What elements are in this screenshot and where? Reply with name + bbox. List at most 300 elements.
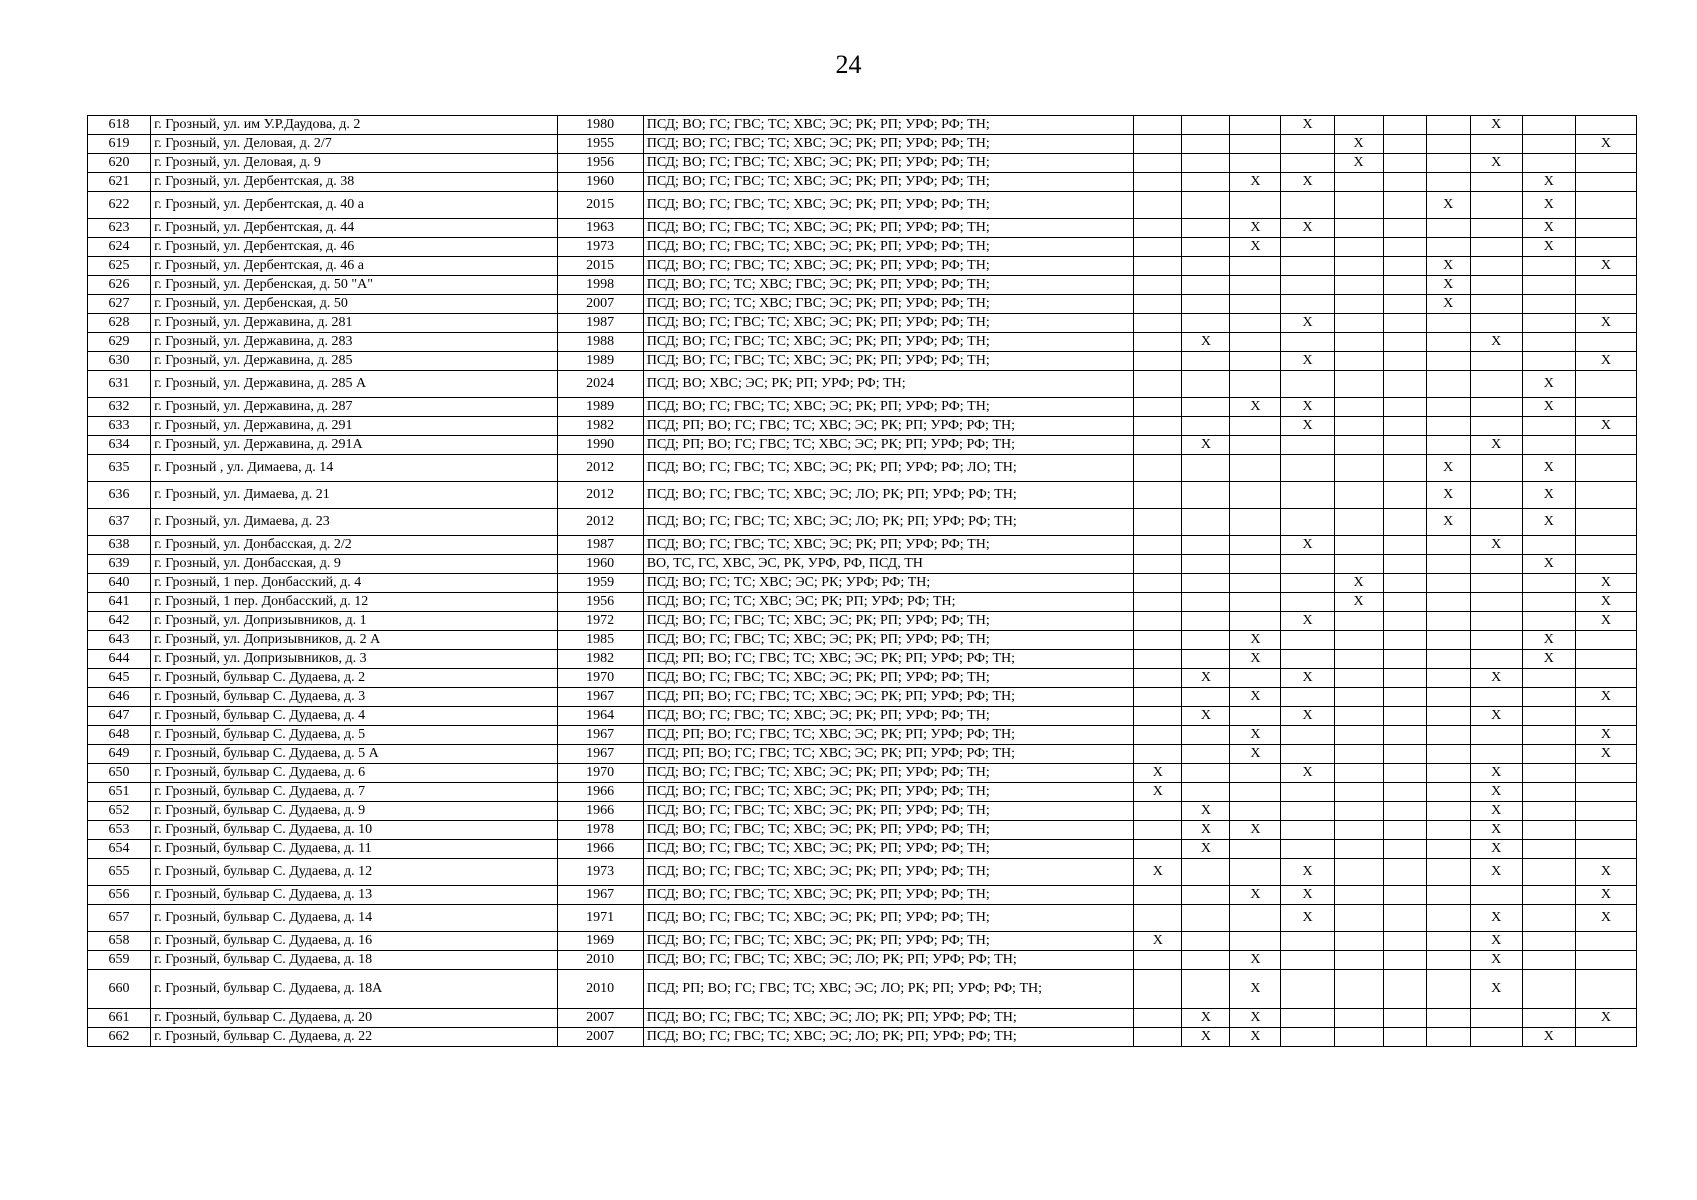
mark-cell [1470, 352, 1522, 371]
table-row [88, 612, 1637, 631]
mark-cell [1426, 371, 1470, 398]
mark-cell [1334, 821, 1383, 840]
mark-cell [1383, 669, 1426, 688]
mark-cell [1334, 612, 1383, 631]
mark-cell [1522, 783, 1575, 802]
row-number-cell: 634 [88, 436, 151, 455]
mark-cell: X [1230, 688, 1281, 707]
mark-cell: X [1281, 859, 1334, 886]
mark-cell [1426, 352, 1470, 371]
table-row [88, 593, 1637, 612]
table-row [88, 650, 1637, 669]
table-row [88, 135, 1637, 154]
year-cell: 1989 [557, 398, 643, 417]
mark-cell [1522, 135, 1575, 154]
mark-cell [1182, 371, 1230, 398]
mark-cell [1383, 1009, 1426, 1028]
mark-cell [1575, 840, 1636, 859]
mark-cell [1383, 219, 1426, 238]
mark-cell: X [1281, 886, 1334, 905]
mark-cell [1383, 398, 1426, 417]
mark-cell [1134, 314, 1182, 333]
address-cell: г. Грозный, бульвар С. Дудаева, д. 9 [151, 802, 558, 821]
mark-cell [1426, 932, 1470, 951]
row-number-cell: 660 [88, 970, 151, 1009]
mark-cell [1134, 455, 1182, 482]
mark-cell [1522, 688, 1575, 707]
year-cell: 1990 [557, 436, 643, 455]
mark-cell [1182, 783, 1230, 802]
row-number-cell: 637 [88, 509, 151, 536]
mark-cell: X [1281, 398, 1334, 417]
mark-cell [1230, 276, 1281, 295]
address-cell: г. Грозный, бульвар С. Дудаева, д. 3 [151, 688, 558, 707]
address-cell: г. Грозный, бульвар С. Дудаева, д. 5 А [151, 745, 558, 764]
mark-cell: X [1230, 219, 1281, 238]
mark-cell [1182, 417, 1230, 436]
mark-cell: X [1522, 219, 1575, 238]
mark-cell [1134, 219, 1182, 238]
address-cell: г. Грозный, ул. Державина, д. 291А [151, 436, 558, 455]
mark-cell [1182, 295, 1230, 314]
mark-cell [1426, 593, 1470, 612]
year-cell: 2012 [557, 455, 643, 482]
mark-cell: X [1575, 886, 1636, 905]
mark-cell [1383, 726, 1426, 745]
mark-cell [1182, 154, 1230, 173]
mark-cell [1575, 436, 1636, 455]
utilities-cell: ПСД; ВО; ГС; ГВС; ТС; ХВС; ЭС; ЛО; РК; РП; УРФ; РФ; ТН; [643, 509, 1134, 536]
address-cell: г. Грозный, бульвар С. Дудаева, д. 7 [151, 783, 558, 802]
mark-cell [1470, 1028, 1522, 1047]
year-cell: 1978 [557, 821, 643, 840]
mark-cell [1281, 802, 1334, 821]
row-number-cell: 618 [88, 116, 151, 135]
mark-cell [1426, 314, 1470, 333]
address-cell: г. Грозный, ул. Допризывников, д. 1 [151, 612, 558, 631]
mark-cell: X [1182, 436, 1230, 455]
row-number-cell: 638 [88, 536, 151, 555]
year-cell: 2012 [557, 509, 643, 536]
mark-cell [1281, 455, 1334, 482]
utilities-cell: ПСД; ВО; ГС; ТС; ХВС; ЭС; РК; УРФ; РФ; ТН; [643, 574, 1134, 593]
row-number-cell: 655 [88, 859, 151, 886]
mark-cell [1334, 886, 1383, 905]
mark-cell [1426, 154, 1470, 173]
building-registry-table [87, 115, 1637, 1047]
table-row [88, 688, 1637, 707]
mark-cell [1575, 783, 1636, 802]
mark-cell [1383, 612, 1426, 631]
mark-cell [1383, 482, 1426, 509]
utilities-cell: ВО, ТС, ГС, ХВС, ЭС, РК, УРФ, РФ, ПСД, ТН [643, 555, 1134, 574]
mark-cell: X [1522, 192, 1575, 219]
mark-cell [1426, 970, 1470, 1009]
year-cell: 1972 [557, 612, 643, 631]
mark-cell: X [1575, 859, 1636, 886]
mark-cell [1334, 398, 1383, 417]
mark-cell: X [1522, 238, 1575, 257]
table-row [88, 314, 1637, 333]
mark-cell [1383, 886, 1426, 905]
address-cell: г. Грозный, ул. им У.Р.Даудова, д. 2 [151, 116, 558, 135]
mark-cell: X [1575, 688, 1636, 707]
table-row [88, 764, 1637, 783]
mark-cell [1426, 905, 1470, 932]
mark-cell [1334, 970, 1383, 1009]
mark-cell: X [1230, 745, 1281, 764]
row-number-cell: 657 [88, 905, 151, 932]
mark-cell [1426, 859, 1470, 886]
mark-cell [1334, 650, 1383, 669]
year-cell: 1959 [557, 574, 643, 593]
mark-cell [1134, 555, 1182, 574]
table-row [88, 219, 1637, 238]
year-cell: 1967 [557, 886, 643, 905]
mark-cell: X [1522, 173, 1575, 192]
utilities-cell: ПСД; ВО; ГС; ГВС; ТС; ХВС; ЭС; РК; РП; УРФ; РФ; ТН; [643, 783, 1134, 802]
mark-cell: X [1281, 219, 1334, 238]
mark-cell [1426, 135, 1470, 154]
mark-cell [1134, 295, 1182, 314]
mark-cell [1134, 951, 1182, 970]
year-cell: 1967 [557, 726, 643, 745]
row-number-cell: 653 [88, 821, 151, 840]
address-cell: г. Грозный, ул. Донбасская, д. 2/2 [151, 536, 558, 555]
table-row [88, 859, 1637, 886]
mark-cell [1182, 482, 1230, 509]
row-number-cell: 645 [88, 669, 151, 688]
mark-cell: X [1281, 707, 1334, 726]
mark-cell: X [1134, 859, 1182, 886]
mark-cell [1134, 840, 1182, 859]
address-cell: г. Грозный, 1 пер. Донбасский, д. 12 [151, 593, 558, 612]
mark-cell [1522, 593, 1575, 612]
utilities-cell: ПСД; ВО; ГС; ГВС; ТС; ХВС; ЭС; ЛО; РК; РП; УРФ; РФ; ТН; [643, 1028, 1134, 1047]
mark-cell [1230, 257, 1281, 276]
mark-cell [1182, 612, 1230, 631]
mark-cell [1334, 371, 1383, 398]
utilities-cell: ПСД; ВО; ГС; ГВС; ТС; ХВС; ЭС; РК; РП; УРФ; РФ; ТН; [643, 669, 1134, 688]
mark-cell [1182, 173, 1230, 192]
mark-cell [1334, 333, 1383, 352]
mark-cell [1230, 482, 1281, 509]
mark-cell [1575, 707, 1636, 726]
utilities-cell: ПСД; ВО; ГС; ГВС; ТС; ХВС; ЭС; РК; РП; УРФ; РФ; ТН; [643, 905, 1134, 932]
year-cell: 1956 [557, 593, 643, 612]
mark-cell [1575, 951, 1636, 970]
mark-cell [1575, 509, 1636, 536]
mark-cell [1470, 295, 1522, 314]
mark-cell [1575, 154, 1636, 173]
mark-cell: X [1134, 764, 1182, 783]
table-row [88, 333, 1637, 352]
row-number-cell: 659 [88, 951, 151, 970]
mark-cell [1383, 371, 1426, 398]
address-cell: г. Грозный, бульвар С. Дудаева, д. 6 [151, 764, 558, 783]
mark-cell [1426, 612, 1470, 631]
mark-cell [1134, 482, 1182, 509]
mark-cell [1383, 333, 1426, 352]
row-number-cell: 621 [88, 173, 151, 192]
mark-cell [1134, 192, 1182, 219]
mark-cell [1426, 1009, 1470, 1028]
mark-cell [1383, 276, 1426, 295]
mark-cell [1575, 455, 1636, 482]
mark-cell [1281, 1028, 1334, 1047]
mark-cell [1383, 650, 1426, 669]
mark-cell: X [1470, 333, 1522, 352]
mark-cell [1575, 821, 1636, 840]
mark-cell: X [1522, 398, 1575, 417]
utilities-cell: ПСД; ВО; ГС; ТС; ХВС; ЭС; РК; РП; УРФ; РФ; ТН; [643, 593, 1134, 612]
mark-cell [1334, 295, 1383, 314]
mark-cell [1334, 745, 1383, 764]
mark-cell: X [1281, 536, 1334, 555]
mark-cell [1575, 970, 1636, 1009]
mark-cell [1230, 932, 1281, 951]
table-row [88, 509, 1637, 536]
mark-cell [1383, 783, 1426, 802]
mark-cell [1281, 631, 1334, 650]
mark-cell [1426, 669, 1470, 688]
address-cell: г. Грозный, бульвар С. Дудаева, д. 18А [151, 970, 558, 1009]
table-row [88, 371, 1637, 398]
mark-cell [1426, 951, 1470, 970]
utilities-cell: ПСД; РП; ВО; ГС; ГВС; ТС; ХВС; ЭС; РК; РП; УРФ; РФ; ТН; [643, 688, 1134, 707]
mark-cell: X [1575, 257, 1636, 276]
row-number-cell: 623 [88, 219, 151, 238]
mark-cell [1383, 840, 1426, 859]
mark-cell [1383, 238, 1426, 257]
mark-cell [1281, 276, 1334, 295]
mark-cell [1134, 1028, 1182, 1047]
utilities-cell: ПСД; ВО; ГС; ГВС; ТС; ХВС; ЭС; ЛО; РК; РП; УРФ; РФ; ТН; [643, 1009, 1134, 1028]
mark-cell [1182, 555, 1230, 574]
mark-cell: X [1522, 1028, 1575, 1047]
utilities-cell: ПСД; ВО; ГС; ГВС; ТС; ХВС; ЭС; РК; РП; УРФ; РФ; ТН; [643, 802, 1134, 821]
mark-cell [1383, 436, 1426, 455]
mark-cell [1134, 821, 1182, 840]
year-cell: 1982 [557, 417, 643, 436]
table-row [88, 951, 1637, 970]
row-number-cell: 644 [88, 650, 151, 669]
mark-cell [1182, 886, 1230, 905]
mark-cell [1230, 593, 1281, 612]
table-row [88, 574, 1637, 593]
mark-cell [1522, 707, 1575, 726]
mark-cell [1334, 631, 1383, 650]
mark-cell [1383, 932, 1426, 951]
row-number-cell: 628 [88, 314, 151, 333]
mark-cell [1281, 593, 1334, 612]
mark-cell [1334, 840, 1383, 859]
mark-cell [1426, 886, 1470, 905]
table-row [88, 802, 1637, 821]
year-cell: 2010 [557, 951, 643, 970]
mark-cell [1230, 612, 1281, 631]
mark-cell [1230, 417, 1281, 436]
table-row [88, 482, 1637, 509]
mark-cell [1182, 574, 1230, 593]
mark-cell: X [1281, 314, 1334, 333]
mark-cell: X [1230, 650, 1281, 669]
mark-cell [1383, 135, 1426, 154]
mark-cell [1230, 840, 1281, 859]
mark-cell [1383, 951, 1426, 970]
utilities-cell: ПСД; ВО; ГС; ГВС; ТС; ХВС; ЭС; РК; РП; УРФ; РФ; ТН; [643, 333, 1134, 352]
row-number-cell: 640 [88, 574, 151, 593]
mark-cell [1575, 371, 1636, 398]
mark-cell [1134, 173, 1182, 192]
mark-cell [1334, 219, 1383, 238]
mark-cell: X [1230, 726, 1281, 745]
mark-cell [1230, 509, 1281, 536]
mark-cell: X [1281, 417, 1334, 436]
mark-cell: X [1470, 436, 1522, 455]
mark-cell [1281, 509, 1334, 536]
address-cell: г. Грозный, ул. Дербентская, д. 46 [151, 238, 558, 257]
utilities-cell: ПСД; РП; ВО; ГС; ГВС; ТС; ХВС; ЭС; РК; РП; УРФ; РФ; ТН; [643, 417, 1134, 436]
mark-cell [1334, 276, 1383, 295]
mark-cell [1470, 192, 1522, 219]
mark-cell [1230, 352, 1281, 371]
mark-cell [1383, 1028, 1426, 1047]
mark-cell [1575, 173, 1636, 192]
address-cell: г. Грозный, ул. Державина, д. 285 [151, 352, 558, 371]
mark-cell [1426, 398, 1470, 417]
address-cell: г. Грозный, ул. Димаева, д. 21 [151, 482, 558, 509]
mark-cell [1426, 764, 1470, 783]
mark-cell [1182, 764, 1230, 783]
mark-cell [1134, 116, 1182, 135]
mark-cell: X [1426, 455, 1470, 482]
mark-cell [1470, 593, 1522, 612]
row-number-cell: 651 [88, 783, 151, 802]
mark-cell: X [1575, 574, 1636, 593]
utilities-cell: ПСД; ВО; ГС; ГВС; ТС; ХВС; ЭС; ЛО; РК; РП; УРФ; РФ; ТН; [643, 482, 1134, 509]
mark-cell: X [1470, 669, 1522, 688]
mark-cell [1383, 905, 1426, 932]
mark-cell [1334, 1009, 1383, 1028]
mark-cell [1575, 116, 1636, 135]
mark-cell [1470, 555, 1522, 574]
mark-cell: X [1281, 173, 1334, 192]
mark-cell [1281, 238, 1334, 257]
mark-cell [1426, 631, 1470, 650]
mark-cell [1182, 745, 1230, 764]
mark-cell [1334, 417, 1383, 436]
address-cell: г. Грозный, ул. Дербенская, д. 50 "А" [151, 276, 558, 295]
mark-cell: X [1281, 905, 1334, 932]
year-cell: 2010 [557, 970, 643, 1009]
mark-cell [1281, 555, 1334, 574]
mark-cell: X [1426, 257, 1470, 276]
utilities-cell: ПСД; РП; ВО; ГС; ГВС; ТС; ХВС; ЭС; РК; РП; УРФ; РФ; ТН; [643, 745, 1134, 764]
mark-cell [1522, 314, 1575, 333]
mark-cell: X [1334, 135, 1383, 154]
mark-cell [1182, 726, 1230, 745]
mark-cell [1426, 555, 1470, 574]
mark-cell [1383, 257, 1426, 276]
year-cell: 2007 [557, 1009, 643, 1028]
mark-cell: X [1575, 1009, 1636, 1028]
mark-cell [1334, 783, 1383, 802]
mark-cell [1522, 726, 1575, 745]
mark-cell [1281, 688, 1334, 707]
table-row [88, 631, 1637, 650]
mark-cell [1383, 745, 1426, 764]
mark-cell [1426, 745, 1470, 764]
table-row [88, 555, 1637, 574]
mark-cell [1230, 859, 1281, 886]
mark-cell [1522, 612, 1575, 631]
year-cell: 1970 [557, 669, 643, 688]
year-cell: 1987 [557, 314, 643, 333]
mark-cell [1281, 932, 1334, 951]
mark-cell: X [1182, 802, 1230, 821]
year-cell: 1963 [557, 219, 643, 238]
mark-cell: X [1182, 1009, 1230, 1028]
table-row [88, 352, 1637, 371]
mark-cell: X [1522, 555, 1575, 574]
mark-cell [1575, 219, 1636, 238]
year-cell: 1966 [557, 802, 643, 821]
utilities-cell: ПСД; ВО; ГС; ГВС; ТС; ХВС; ЭС; РК; РП; УРФ; РФ; ТН; [643, 764, 1134, 783]
mark-cell [1281, 840, 1334, 859]
row-number-cell: 626 [88, 276, 151, 295]
mark-cell [1230, 371, 1281, 398]
mark-cell: X [1334, 593, 1383, 612]
mark-cell [1134, 650, 1182, 669]
mark-cell [1383, 417, 1426, 436]
utilities-cell: ПСД; ВО; ГС; ГВС; ТС; ХВС; ЭС; РК; РП; УРФ; РФ; ТН; [643, 257, 1134, 276]
row-number-cell: 658 [88, 932, 151, 951]
mark-cell: X [1182, 840, 1230, 859]
mark-cell: X [1230, 1009, 1281, 1028]
year-cell: 2024 [557, 371, 643, 398]
mark-cell [1470, 886, 1522, 905]
mark-cell [1230, 314, 1281, 333]
mark-cell [1383, 859, 1426, 886]
mark-cell [1334, 436, 1383, 455]
mark-cell [1281, 783, 1334, 802]
mark-cell [1281, 192, 1334, 219]
mark-cell [1334, 764, 1383, 783]
mark-cell [1334, 192, 1383, 219]
address-cell: г. Грозный, бульвар С. Дудаева, д. 18 [151, 951, 558, 970]
mark-cell [1230, 764, 1281, 783]
utilities-cell: ПСД; ВО; ГС; ТС; ХВС; ГВС; ЭС; РК; РП; УРФ; РФ; ТН; [643, 295, 1134, 314]
mark-cell: X [1426, 295, 1470, 314]
year-cell: 1980 [557, 116, 643, 135]
mark-cell [1334, 116, 1383, 135]
mark-cell [1522, 276, 1575, 295]
utilities-cell: ПСД; ВО; ГС; ГВС; ТС; ХВС; ЭС; РК; РП; УРФ; РФ; ТН; [643, 932, 1134, 951]
mark-cell [1383, 314, 1426, 333]
mark-cell [1134, 707, 1182, 726]
mark-cell [1522, 745, 1575, 764]
mark-cell [1470, 612, 1522, 631]
mark-cell [1426, 574, 1470, 593]
address-cell: г. Грозный, ул. Дербентская, д. 46 а [151, 257, 558, 276]
mark-cell [1383, 631, 1426, 650]
mark-cell [1134, 669, 1182, 688]
year-cell: 1956 [557, 154, 643, 173]
mark-cell [1575, 669, 1636, 688]
mark-cell [1334, 669, 1383, 688]
mark-cell [1522, 764, 1575, 783]
